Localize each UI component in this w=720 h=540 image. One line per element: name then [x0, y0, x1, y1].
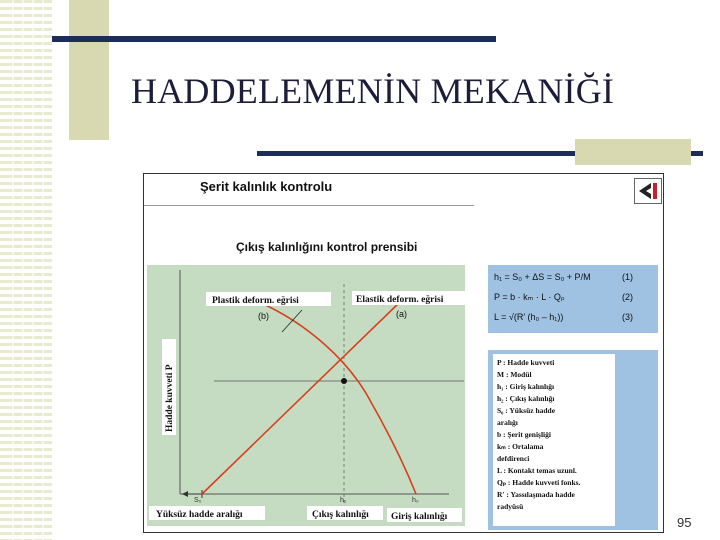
legend-item: R′ : Yassılaşmada hadde — [497, 490, 575, 499]
legend-item: aralığı — [497, 418, 518, 427]
tick-h0: h₀ — [412, 497, 419, 504]
y-axis-label: Hadde kuvveti P — [165, 364, 175, 432]
curve-a-label: (a) — [396, 309, 407, 319]
formula-2-number: (2) — [622, 292, 633, 302]
tick-s0: S₀ — [194, 497, 202, 504]
elastic-curve-label: Elastik deform. eğrisi — [356, 295, 444, 305]
formula-1-number: (1) — [622, 272, 633, 282]
rolling-diagram-figure — [143, 173, 664, 533]
gap-label: Yüksüz hadde aralığı — [156, 510, 243, 520]
legend-item: S₀ : Yüksüz hadde — [497, 406, 556, 415]
formula-1: h₁ = S₀ + ΔS = S₀ + P/M — [494, 272, 591, 282]
slide-title: HADDELEMENİN MEKANİĞİ — [131, 71, 615, 111]
decorative-stripes — [0, 0, 52, 540]
page-number: 95 — [677, 515, 692, 530]
symbol-legend-panel — [488, 350, 658, 530]
operating-point — [341, 378, 347, 384]
tick-h1: h₁ — [340, 497, 347, 504]
figure-subheading: Çıkış kalınlığını kontrol prensibi — [236, 240, 418, 254]
legend-item: kₘ : Ortalama — [497, 442, 544, 451]
legend-item: defdirenci — [497, 454, 530, 463]
decorative-block-top — [69, 0, 109, 140]
decorative-block-right — [575, 139, 691, 165]
formula-panel — [488, 265, 658, 333]
entry-label: Giriş kalınlığı — [391, 512, 448, 522]
formula-3-number: (3) — [622, 312, 633, 322]
decorative-rule-top — [52, 36, 496, 42]
symbol-legend — [493, 354, 615, 526]
formula-2: P = b · kₘ · L · Qₚ — [494, 292, 565, 302]
legend-item: radyüsü — [497, 502, 524, 511]
formula-3: L = √(R′ (h₀ – h₁)) — [494, 312, 564, 322]
legend-item: h₂ : Çıkış kalınlığı — [497, 394, 555, 403]
curve-b-label: (b) — [258, 311, 269, 321]
legend-item: b : Şerit genişliği — [497, 430, 551, 439]
legend-item: h₁ : Giriş kalınlığı — [497, 382, 555, 391]
plastic-curve-label: Plastik deform. eğrisi — [212, 296, 299, 306]
legend-item: P : Hadde kuvveti — [497, 358, 555, 367]
legend-item: L : Kontakt temas uzunl. — [497, 466, 577, 475]
exit-label: Çıkış kalınlığı — [312, 510, 369, 520]
figure-heading: Şerit kalınlık kontrolu — [200, 179, 333, 194]
legend-item: M : Modül — [497, 370, 532, 379]
legend-item: Qₚ : Hadde kuvveti fonks. — [497, 478, 581, 487]
